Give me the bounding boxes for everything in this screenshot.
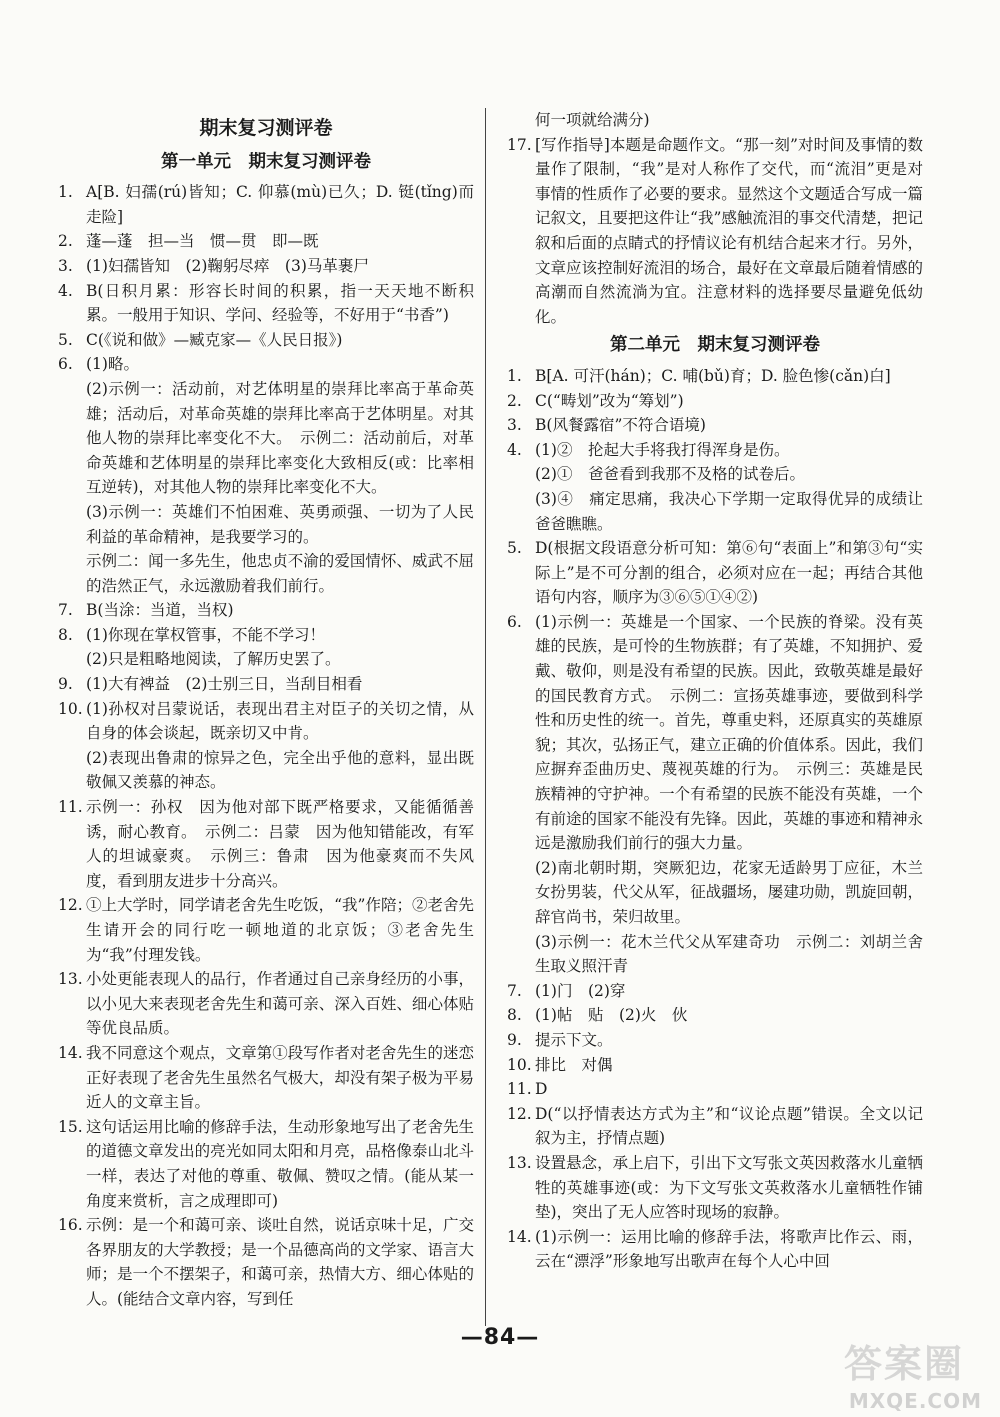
answer-text: 小处更能表现人的品行，作者通过自己亲身经历的小事，以小见大来表现老舍先生和蔼可亲、深入百姓、细心体贴等优良品质。 [86, 970, 474, 1038]
answer-number: 5. [58, 330, 73, 349]
answer-text: (1)示例一：运用比喻的修辞手法，将歌声比作云、雨，云在“漂浮”形象地写出歌声在每个人心中回 [535, 1227, 923, 1271]
answer-item [58, 672, 474, 697]
answer-number: 10. [507, 1055, 532, 1074]
answer-text: (1)略。 [86, 355, 139, 374]
watermark-url: MXQE.COM [848, 1389, 982, 1413]
answer-continuation: (2)南北朝时期，突厥犯边，花家无适龄男丁应征，木兰女扮男装，代父从军，征战疆场，屡建功勋，凯旋回朝，辞官尚书，荣归故里。 [535, 858, 923, 926]
answer-number: 3. [58, 256, 73, 275]
unit1-answer-list [58, 180, 474, 1311]
answer-text: B(风餐露宿”不符合语境) [535, 416, 706, 435]
answer-item [507, 1028, 923, 1053]
answer-continuation: (2)只是粗略地阅读，了解历史罢了。 [86, 650, 341, 669]
answer-item [507, 389, 923, 414]
answer-item [58, 1213, 474, 1311]
answer-text: D(根据文段语意分析可知：第⑥句“表面上”和第③句“实际上”是不可分割的组合，必须对应在一起；再结合其他语句内容，顺序为③⑥⑤①④②) [535, 539, 923, 607]
answer-text: B(日积月累：形容长时间的积累，指一天天地不断积累。一般用于知识、学问、经验等，不好用于“书香”) [86, 281, 474, 325]
answer-text: B[A. 可汗(hán)；C. 哺(bǔ)育；D. 脸色惨(cǎn)白] [535, 366, 891, 385]
answer-text: (1)大有裨益 (2)士别三日，当刮目相看 [86, 675, 363, 694]
answer-item [507, 413, 923, 438]
answer-text: (1)孙权对吕蒙说话，表现出君主对臣子的关切之情，从自身的体会谈起，既亲切又中肯。 [86, 699, 474, 743]
answer-text: 设置悬念，承上启下，引出下文写张文英因救落水儿童牺牲的英雄事迹(或：为下文写张文英救落水儿童牺牲作铺垫)，突出了无人应答时现场的寂静。 [535, 1153, 923, 1222]
answer-number: 13. [507, 1153, 532, 1172]
answer-number: 9. [58, 675, 73, 694]
answer-number: 11. [507, 1080, 532, 1099]
answer-item [507, 610, 923, 856]
answer-number: 12. [507, 1104, 532, 1123]
watermark-chars: 答案圈 [843, 1342, 964, 1386]
answer-continuation: (2)表现出鲁肃的惊异之色，完全出乎他的意料，显出既敬佩又羡慕的神态。 [86, 748, 474, 792]
answer-text: (1)示例一：英雄是一个国家、一个民族的脊梁。没有英雄的民族，是可怜的生物族群；有了英雄，不知拥护、爱戴、敬仰，则是没有希望的民族。因此，致敬英雄是最好的国民教育方式。 示例二：宣扬英雄事迹，要做到科学性和历史性的统一。首先，尊重史料，还原真实的英雄原貌；其次，弘扬正气，建立正确的价值体系。因此，我们应摒弃歪曲历史、蔑视英雄的行为。 示例三：英雄是民族精神的守护神。一个有希望的民族不能没有英雄，一个有前途的国家不能没有先锋。因此，英雄的事迹和精神永远是激励我们前行的强大力量。 [535, 612, 923, 853]
answer-text: (1)帖 贴 (2)火 伙 [535, 1006, 688, 1025]
page-number: —84— [460, 1325, 540, 1350]
answer-item [58, 967, 474, 1041]
answer-text: ①上大学时，同学请老舍先生吃饭，“我”作陪；②老舍先生请开会的同行吃一顿地道的北京饭；③老舍先生为“我”付理发钱。 [86, 896, 474, 964]
left-column [58, 108, 474, 1312]
answer-item [58, 697, 474, 746]
answer-number: 13. [58, 970, 83, 989]
unit1-answer-list-continued [507, 133, 923, 330]
answer-continuation: 示例二：闻一多先生，他忠贞不渝的爱国情怀、威武不屈的浩然正气，永远激励着我们前行。 [86, 552, 474, 595]
answer-number: 1. [507, 366, 522, 385]
answer-item [507, 1077, 923, 1102]
answer-item [507, 133, 923, 330]
answer-text: D(“以抒情表达方式为主”和“议论点题”错误。全文以记叙为主，抒情点题) [535, 1104, 923, 1148]
answer-number: 1. [58, 183, 73, 202]
answer-item [58, 598, 474, 623]
right-column [507, 108, 923, 1274]
answer-text: 我不同意这个观点，文章第①段写作者对老舍先生的迷恋正好表现了老舍先生虽然名气极大，却没有架子极为平易近人的文章主旨。 [86, 1043, 474, 1112]
answer-item [507, 1151, 923, 1225]
answer-number: 4. [58, 281, 73, 300]
answer-number: 3. [507, 416, 522, 435]
answer-item [58, 1115, 474, 1213]
answer-item [507, 1102, 923, 1151]
answer-item [507, 1053, 923, 1078]
answer-number: 8. [507, 1006, 522, 1025]
answer-number: 14. [58, 1043, 83, 1062]
answer-number: 5. [507, 539, 522, 558]
answer-continuation: (3)示例一：英雄们不怕困难、英勇顽强、一切为了人民利益的革命精神，是我要学习的。 [86, 502, 474, 546]
answer-number: 2. [58, 232, 73, 251]
watermark-logo [782, 1333, 982, 1413]
answer-item [58, 279, 474, 328]
answer-number: 16. [58, 1216, 83, 1235]
answer-item [507, 438, 923, 463]
answer-continuation: (3)④ 痛定思痛，我决心下学期一定取得优异的成绩让爸爸瞧瞧。 [535, 489, 923, 533]
unit2-title: 第二单元 期末复习测评卷 [610, 335, 820, 356]
answer-item [507, 364, 923, 389]
answer-item [58, 328, 474, 353]
answer-number: 14. [507, 1227, 532, 1246]
answer-item [507, 979, 923, 1004]
answer-item [58, 229, 474, 254]
answer-number: 4. [507, 440, 522, 459]
answer-item [58, 795, 474, 893]
answer-number: 15. [58, 1117, 83, 1136]
answer-item [58, 1041, 474, 1115]
answer-number: 11. [58, 798, 83, 817]
answer-text: 提示下文。 [535, 1030, 613, 1049]
answer-item [507, 1225, 923, 1274]
answer-item [58, 623, 474, 648]
answer-item [58, 254, 474, 279]
answer-number: 17. [507, 135, 532, 154]
answer-text: D [535, 1080, 548, 1099]
answer-continuation: (2)示例一：活动前，对艺体明星的崇拜比率高于革命英雄；活动后，对革命英雄的崇拜比率高于艺体明星。对其他人物的崇拜比率变化不大。 示例二：活动前后，对革命英雄和艺体明星的崇拜比率变化大致相反(或：比率相互逆转)，对其他人物的崇拜比率变化不大。 [86, 379, 474, 497]
answer-number: 2. [507, 391, 522, 410]
answer-item [58, 352, 474, 377]
answer-number: 12. [58, 896, 83, 915]
answer-item [507, 1003, 923, 1028]
answer-number: 8. [58, 625, 73, 644]
answer-item [507, 536, 923, 610]
answer-number: 6. [58, 355, 73, 374]
answer-text: 蓬—蓬 担—当 惯—贯 即—既 [86, 232, 319, 251]
answer-text: [写作指导]本题是命题作文。“那一刻”对时间及事情的数量作了限制，“我”是对人称作了交代，而“流泪”更是对事情的性质作了必要的要求。显然这个文题适合写成一篇记叙文，且要把这件让“我”感触流泪的事交代清楚，把记叙和后面的点睛式的抒情议论有机结合起来才行。另外，文章应该控制好流泪的场合，最好在文章最后随着情感的高潮而自然流淌为宜。注意材料的选择要尽量避免低幼化。 [535, 135, 923, 326]
answer-item [58, 893, 474, 967]
answer-text: (1)你现在掌权管事，不能不学习！ [86, 625, 325, 644]
answer-text: B(当涂：当道，当权) [86, 601, 234, 620]
answer-text: C(“畴划”改为“筹划”) [535, 391, 684, 410]
answer-text: 这句话运用比喻的修辞手法，生动形象地写出了老舍先生的道德文章发出的亮光如同太阳和月亮，品格像泰山北斗一样，表达了对他的尊重、敬佩、赞叹之情。(能从某一角度来赏析，言之成理即可) [86, 1117, 474, 1210]
answer-number: 6. [507, 612, 522, 631]
answer-text: 排比 对偶 [535, 1055, 613, 1074]
page-title: 期末复习测评卷 [199, 117, 333, 139]
answer-number: 10. [58, 699, 83, 718]
answer-text: 示例：是一个和蔼可亲、谈吐自然，说话京味十足，广交各界朋友的大学教授；是一个品德高尚的文学家、语言大师；是一个不摆架子，和蔼可亲，热情大方、细心体贴的人。(能结合文章内容，写到任 [86, 1216, 474, 1308]
answer-item [58, 180, 474, 229]
answer-continuation: (2)① 爸爸看到我那不及格的试卷后。 [535, 465, 805, 484]
answer-text: 示例一：孙权 因为他对部下既严格要求，又能循循善诱，耐心教育。 示例二：吕蒙 因为他知错能改，有军人的坦诚豪爽。 示例三：鲁肃 因为他豪爽而不失风度，看到朋友进步十分高兴。 [86, 798, 474, 890]
continued-text: 何一项就给满分) [535, 111, 650, 129]
answer-text: (1)门 (2)穿 [535, 981, 626, 1000]
answer-number: 7. [58, 601, 73, 620]
column-divider [485, 108, 486, 1326]
answer-text: A[B. 妇孺(rú)皆知；C. 仰慕(mù)已久；D. 铤(tǐng)而走险] [86, 183, 474, 226]
answer-continuation: (3)示例一：花木兰代父从军建奇功 示例二：刘胡兰舍生取义照汗青 [535, 932, 923, 976]
answer-text: (1)妇孺皆知 (2)鞠躬尽瘁 (3)马革裹尸 [86, 256, 369, 275]
answer-text: (1)② 抡起大手将我打得浑身是伤。 [535, 440, 790, 459]
unit1-title: 第一单元 期末复习测评卷 [161, 151, 371, 172]
unit2-answer-list [507, 364, 923, 1274]
answer-text: C(《说和做》—臧克家—《人民日报》) [86, 330, 343, 349]
answer-number: 7. [507, 981, 522, 1000]
answer-number: 9. [507, 1030, 522, 1049]
